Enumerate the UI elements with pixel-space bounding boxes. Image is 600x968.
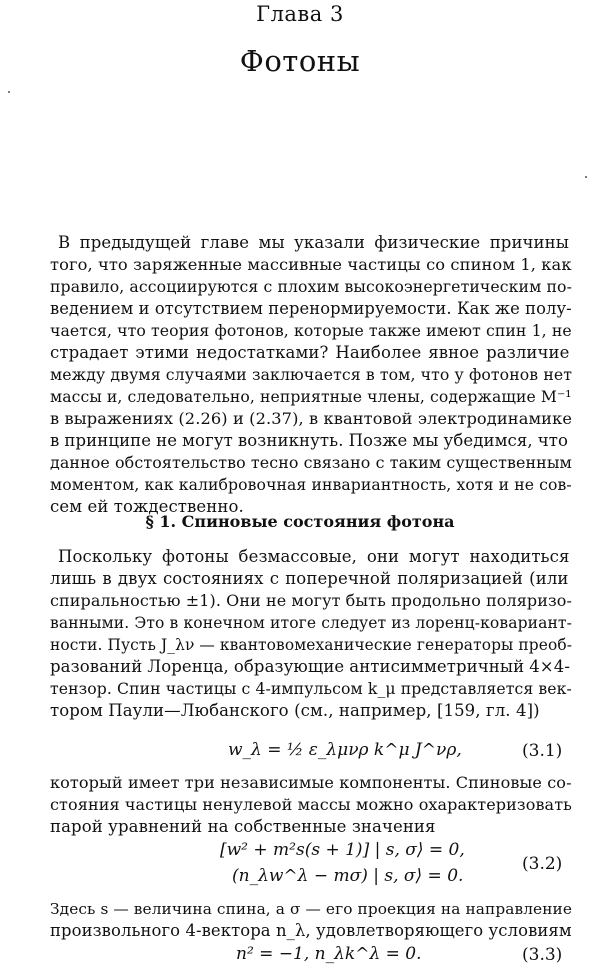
text-line: данное обстоятельство тесно связано с таким существенным (50, 453, 572, 472)
scan-speck (585, 176, 587, 178)
text-line: между двумя случаями заключается в том, что у фотонов нет (50, 365, 573, 384)
text-line: ведением и отсутствием перенормируемости. Как же полу- (50, 299, 572, 318)
text-line: тензор. Спин частицы с 4-импульсом k_μ представляется век- (50, 679, 572, 698)
text-line: массы и, следовательно, неприятные члены, содержащие M⁻¹ (50, 388, 572, 406)
text-line: чается, что теория фотонов, которые также имеют спин 1, не (50, 321, 572, 340)
equation-number: (3.2) (522, 854, 563, 874)
text-line: В предыдущей главе мы указали физические причины (58, 233, 569, 252)
text-line: лишь в двух состояниях с поперечной поляризацией (или (50, 569, 569, 588)
scan-speck (8, 91, 10, 93)
text-line: произвольного 4-вектора n_λ, удовлетворяющего условиям (50, 921, 572, 940)
chapter-label: Глава 3 (256, 2, 344, 26)
text-line: тором Паули—Любанского (см., например, [159, гл. 4]) (50, 701, 540, 720)
equation-3-2-line2: (n_λw^λ − mσ) | s, σ⟩ = 0. (232, 866, 464, 886)
equation-number: (3.3) (522, 945, 563, 965)
equation-3-2-line1: [w² + m²s(s + 1)] | s, σ⟩ = 0, (220, 840, 465, 860)
text-line: разований Лоренца, образующие антисимметричный 4×4- (50, 657, 570, 676)
text-line: спиральностью ±1). Они не могут быть продольно поляризо- (50, 591, 572, 610)
text-line: Поскольку фотоны безмассовые, они могут находиться (58, 547, 570, 566)
text-line: Здесь s — величина спина, а σ — его проекция на направление (50, 900, 573, 918)
text-line: страдает этими недостатками? Наиболее явное различие (50, 343, 570, 362)
text-line: ности. Пусть J_λν — квантовомеханические генераторы преоб- (50, 636, 573, 654)
text-line: сем ей тождественно. (50, 497, 244, 516)
text-line: парой уравнений на собственные значения (50, 817, 436, 836)
equation-number: (3.1) (522, 741, 563, 761)
text-line: который имеет три независимые компоненты. Спиновые со- (50, 773, 572, 792)
text-line: моментом, как калибровочная инвариантность, хотя и не сов- (50, 475, 572, 494)
text-line: в выражениях (2.26) и (2.37), в квантовой электродинамике (50, 409, 573, 428)
text-line: ванными. Это в конечном итоге следует из лоренц-ковариант- (50, 614, 572, 632)
equation-3-1: w_λ = ½ ε_λμνρ k^μ J^νρ, (228, 740, 462, 760)
chapter-title: Фотоны (239, 44, 361, 78)
text-line: в принципе не могут возникнуть. Позже мы убедимся, что (50, 431, 568, 450)
section-heading: § 1. Спиновые состояния фотона (145, 512, 455, 531)
text-line: правило, ассоциируются с плохим высокоэнергетическим по- (50, 277, 572, 296)
equation-3-3: n² = −1, n_λk^λ = 0. (236, 944, 422, 964)
text-line: того, что заряженные массивные частицы со спином 1, как (50, 255, 572, 274)
text-line: стояния частицы ненулевой массы можно охарактеризовать (50, 795, 572, 814)
